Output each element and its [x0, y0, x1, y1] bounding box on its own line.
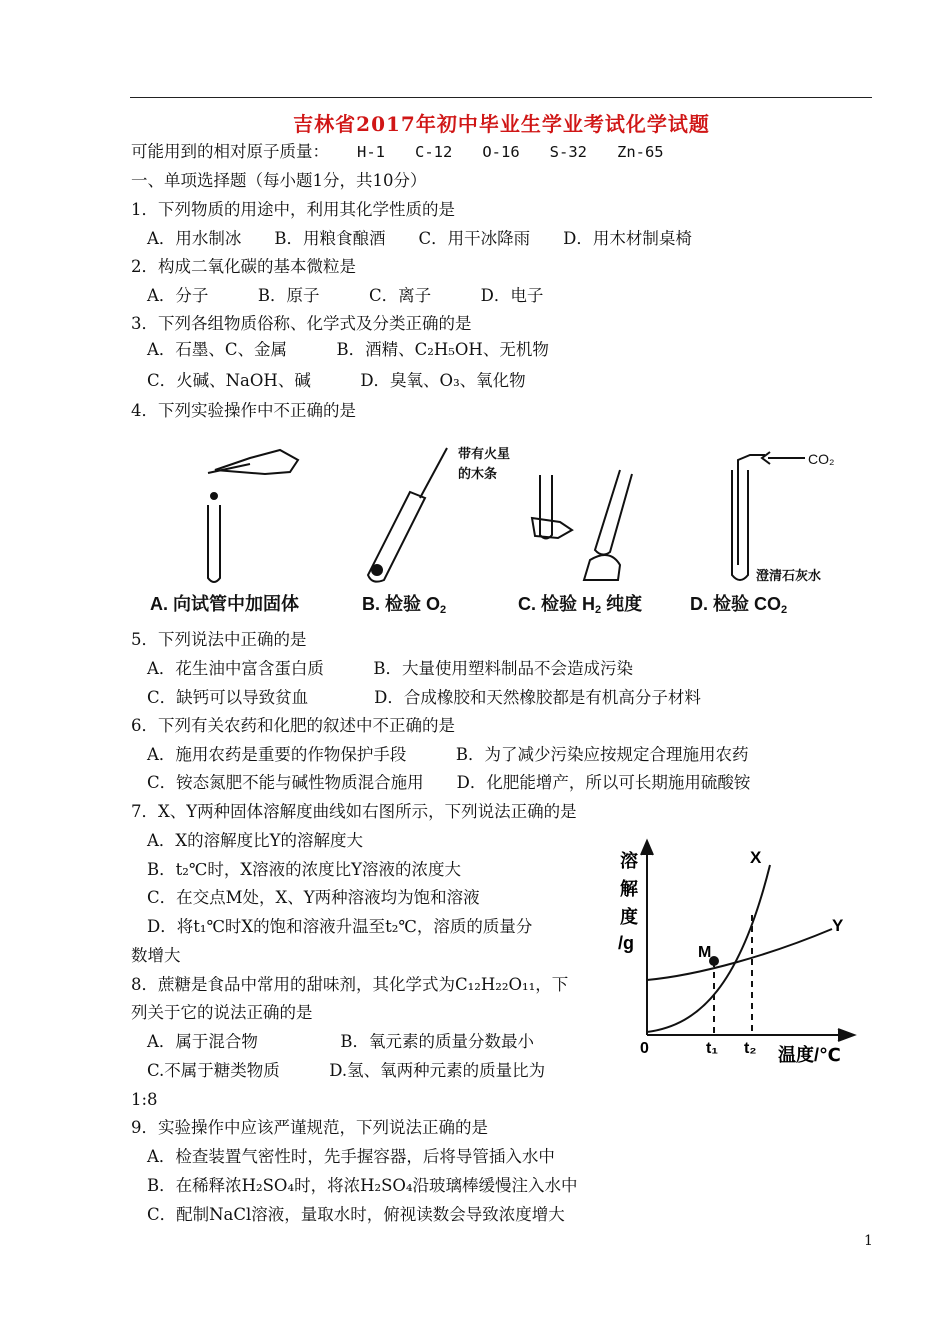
- atomic-masses: [131, 141, 694, 163]
- q4-stem: 4．下列实验操作中不正确的是: [131, 401, 356, 420]
- section-title: 一、单项选择题（每小题1分，共10分）: [131, 171, 427, 190]
- intersection-label: M: [698, 944, 712, 961]
- caption-a: A. 向试管中加固体: [150, 594, 300, 614]
- q2-options: A．分子 B．原子 C．离子 D．电子: [147, 286, 544, 305]
- ylabel-char: 溶: [620, 851, 638, 871]
- ylabel-char: 度: [620, 907, 638, 927]
- figure-d-test-co2: [732, 452, 805, 580]
- q7-option-d: D．将t₁℃时X的饱和溶液升温至t₂℃，溶质的质量分: [147, 917, 533, 936]
- caption-b-text: B. 检验 O: [362, 594, 441, 614]
- q9-option-c: C．配制NaCl溶液，量取水时，俯视读数会导致浓度增大: [147, 1205, 565, 1224]
- mass-item: H-1: [357, 143, 385, 161]
- q2-stem: 2．构成二氧化碳的基本微粒是: [131, 257, 356, 276]
- caption-b: [362, 590, 446, 616]
- figure-b-test-oxygen: [368, 448, 447, 582]
- q8-options-3: 1:8: [131, 1090, 158, 1109]
- q6-stem: 6．下列有关农药和化肥的叙述中不正确的是: [131, 716, 455, 735]
- q6-options-2: C．铵态氮肥不能与碱性物质混合施用 D．化肥能增产，所以可长期施用硫酸铵: [147, 773, 751, 792]
- q8-stem-cont: 列关于它的说法正确的是: [131, 1003, 313, 1022]
- q8-options-1: A．属于混合物 B．氧元素的质量分数最小: [147, 1032, 535, 1051]
- q9-option-b: B．在稀释浓H₂SO₄时，将浓H₂SO₄沿玻璃棒缓慢注入水中: [147, 1176, 578, 1195]
- caption-b-sub: 2: [440, 604, 447, 616]
- q3-options-1: A．石墨、C、金属 B．酒精、C₂H₅OH、无机物: [147, 340, 549, 359]
- q7-option-c: C．在交点M处，X、Y两种溶液均为饱和溶液: [147, 888, 480, 907]
- solubility-chart: [610, 835, 870, 1075]
- caption-c-sub: 2: [595, 604, 602, 616]
- q8-stem: 8．蔗糖是食品中常用的甜味剂，其化学式为C₁₂H₂₂O₁₁，下: [131, 975, 569, 994]
- q9-option-a: A．检查装置气密性时，先手握容器，后将导管插入水中: [147, 1147, 555, 1166]
- mass-item: O-16: [482, 143, 520, 161]
- page-title: 吉林省2017年初中毕业生学业考试化学试题: [293, 112, 710, 136]
- tick-t2: t₂: [744, 1040, 757, 1057]
- caption-c: [518, 590, 642, 616]
- caption-d: [690, 590, 787, 616]
- q9-stem: 9．实验操作中应该严谨规范，下列说法正确的是: [131, 1118, 488, 1137]
- q5-options-1: A．花生油中富含蛋白质 B．大量使用塑料制品不会造成污染: [147, 659, 634, 678]
- q4-illustrations: [140, 440, 880, 590]
- y-axis-arrow: [641, 841, 653, 855]
- splint-label-1: 带有火星: [458, 446, 511, 461]
- q1-options: A．用水制冰 B．用粮食酿酒 C．用干冰降雨 D．用木材制桌椅: [147, 229, 692, 248]
- figure-c-test-hydrogen: [532, 470, 632, 580]
- header-rule: [130, 97, 872, 98]
- co2-label: CO₂: [808, 451, 835, 467]
- q3-options-2: C．火碱、NaOH、碱 D．臭氧、O₃、氧化物: [147, 371, 526, 390]
- origin-label: 0: [640, 1040, 649, 1057]
- mass-item: Zn-65: [616, 143, 664, 161]
- q7-stem: 7．X、Y两种固体溶解度曲线如右图所示，下列说法正确的是: [131, 802, 577, 821]
- q7-option-a: A．X的溶解度比Y的溶解度大: [147, 831, 364, 850]
- masses-label: 可能用到的相对原子质量：: [131, 142, 329, 161]
- q1-stem: 1．下列物质的用途中，利用其化学性质的是: [131, 200, 455, 219]
- caption-c-text: C. 检验 H: [518, 594, 596, 614]
- q5-stem: 5．下列说法中正确的是: [131, 630, 307, 649]
- q7-option-d-cont: 数增大: [131, 946, 181, 965]
- series-y-label: Y: [832, 916, 844, 935]
- limewater-label: 澄清石灰水: [756, 568, 822, 583]
- mass-item: S-32: [549, 143, 587, 161]
- page-number: 1: [864, 1233, 873, 1249]
- mass-item: C-12: [415, 143, 453, 161]
- caption-d-sub: 2: [781, 604, 788, 616]
- q8-options-2: C.不属于糖类物质 D.氢、氧两种元素的质量比为: [147, 1061, 546, 1080]
- caption-c-tail: 纯度: [601, 594, 643, 614]
- x-axis-label: 温度/℃: [778, 1045, 841, 1065]
- x-axis-arrow: [838, 1029, 854, 1041]
- q3-stem: 3．下列各组物质俗称、化学式及分类正确的是: [131, 314, 472, 333]
- splint-label-2: 的木条: [458, 466, 498, 481]
- series-x-label: X: [750, 848, 762, 867]
- caption-d-text: D. 检验 CO: [690, 594, 782, 614]
- figure-a-add-solid: [208, 450, 298, 582]
- q7-option-b: B．t₂℃时，X溶液的浓度比Y溶液的浓度大: [147, 860, 461, 879]
- q5-options-2: C．缺钙可以导致贫血 D．合成橡胶和天然橡胶都是有机高分子材料: [147, 688, 701, 707]
- ylabel-char: /g: [618, 933, 634, 953]
- ylabel-char: 解: [620, 879, 638, 899]
- q6-options-1: A．施用农药是重要的作物保护手段 B．为了减少污染应按规定合理施用农药: [147, 745, 749, 764]
- tick-t1: t₁: [706, 1040, 718, 1057]
